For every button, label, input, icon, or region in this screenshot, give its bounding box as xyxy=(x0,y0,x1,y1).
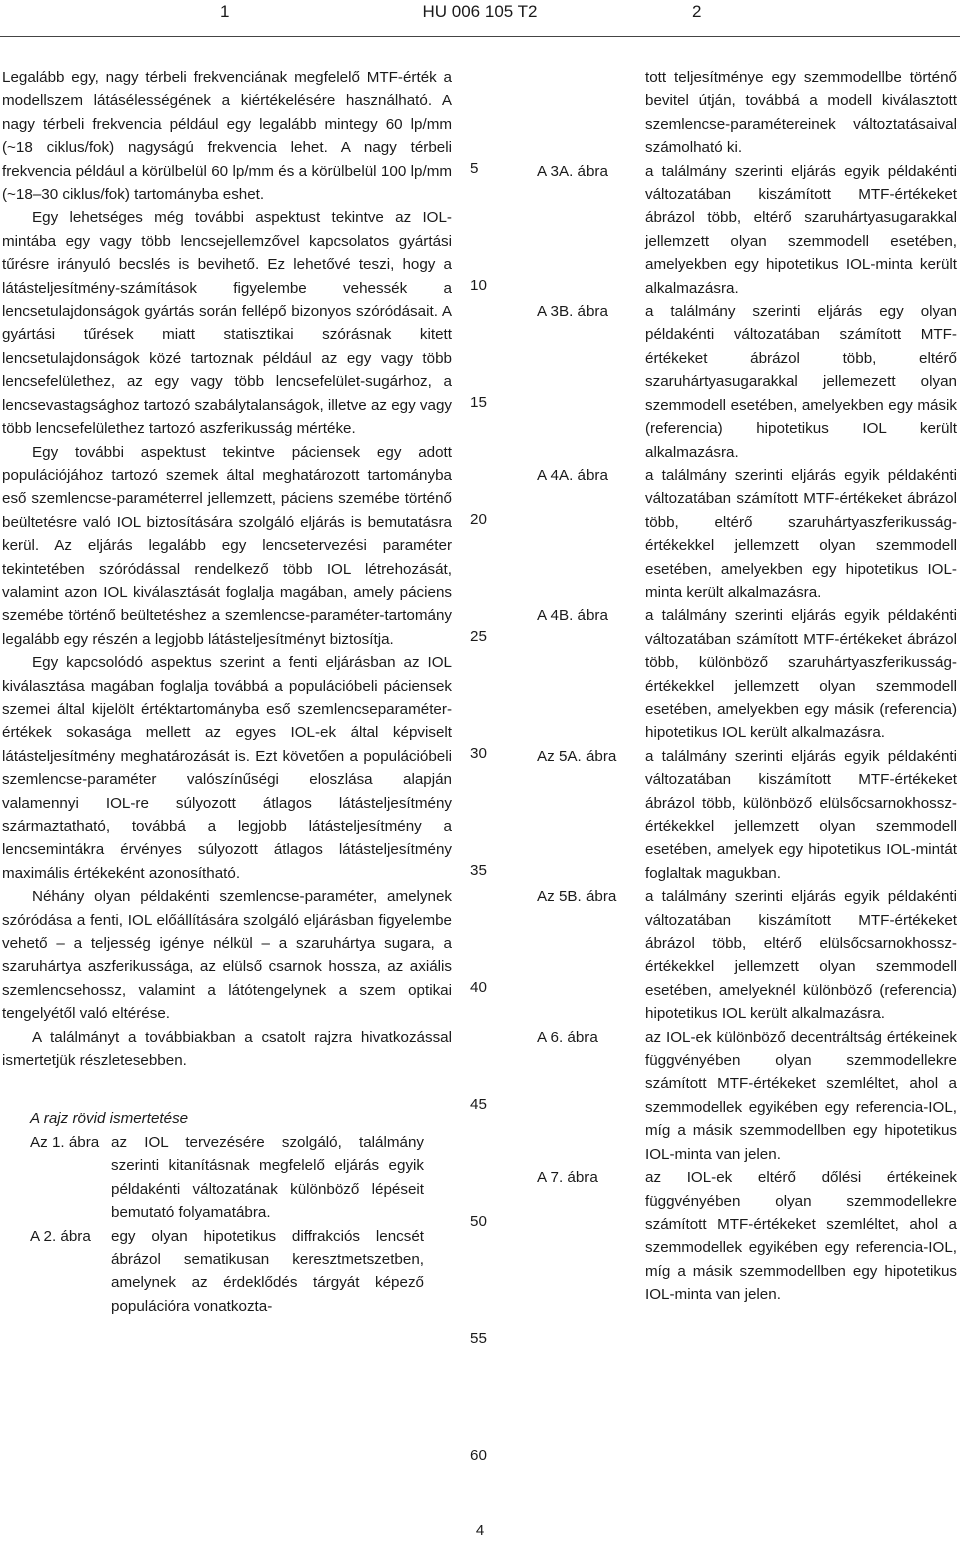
line-number: 20 xyxy=(470,511,487,528)
line-number: 15 xyxy=(470,394,487,411)
line-number: 30 xyxy=(470,745,487,762)
figure-description xyxy=(537,160,960,300)
figure-text: egy olyan hipotetikus diffrakciós lencsét ábrázol sematikusan keresztmetszetben, amelynek az érdeklődés tárgyát képező populációra vonatkozta- xyxy=(111,1227,424,1315)
figure-description xyxy=(2,1131,452,1225)
figure-label: A 4B. ábra xyxy=(537,607,608,625)
paragraph: Egy lehetséges még további aspektust tekintve az IOL-mintába egy vagy több lencsejellemzővel kapcsolatos gyártási tűrésre irányuló becslés is bevihető. Ez lehetővé teszi, hogy a látásteljesítmény-számítások figyelembe vehessék a lencsetulajdonságok gyártás során fellépő bizonyos szóródásait. A gyártási tűrések miatt statisztikai szórásnak kitett lencsetulajdonságok közé tartoznak például az egy vagy több lencsefelülethez, az egy vagy több lencsefelület-sugárhoz, a lencsevastagsághoz tartozó szabálytalanságok, illetve az egy vagy több lencsefelülethez tartozó aszferikusság mértéke. xyxy=(2,209,452,438)
figure-label: A 2. ábra xyxy=(30,1227,91,1245)
figure-text: a találmány szerinti eljárás egyik példakénti változatában kiszámított MTF-értékeket ábrázol több, eltérő elülsőcsarnokhossz-értékekkel jellemzett olyan szemmodell esetében, amelyeknél különböző (referencia) hipotetikus IOL került alkalmazásra. xyxy=(645,888,957,1023)
page-number-right: 2 xyxy=(692,2,702,21)
line-number: 10 xyxy=(470,277,487,294)
figure-label: A 6. ábra xyxy=(537,1028,598,1046)
figure-description xyxy=(537,745,960,885)
figure-text: a találmány szerinti eljárás egyik példakénti változatában kiszámított MTF-értékeket ábrázol több, különböző elülsőcsarnokhossz-értékekkel jellemzett olyan szemmodell esetében, amelyek egy hipotetikus IOL-mintát foglaltak magukban. xyxy=(645,747,957,882)
figure-text: az IOL-ek eltérő dőlési értékeinek függvényében olyan szemmodellekre számított MTF-értékeket szemléltet, ahol a szemmodellek egyikében egy referencia-IOL, míg a másik szemmodellben egy hipotetikus IOL-minta van jelen. xyxy=(645,1169,957,1304)
figure-description xyxy=(537,464,960,604)
paragraph-continuation: tott teljesítménye egy szemmodellbe történő bevitel útján, továbbá a modell kiválasztott szemlencse-paramétereinek változtatásaival számolható ki. xyxy=(645,69,957,157)
line-number: 55 xyxy=(470,1330,487,1347)
line-number: 35 xyxy=(470,862,487,879)
page-footer-number: 4 xyxy=(475,1522,485,1539)
figure-text: az IOL-ek különböző decentráltság értékeinek függvényében olyan szemmodellekre számított MTF-értékeket szemléltet, ahol a szemmodellek egyikében egy referencia-IOL, míg a másik szemmodellben egy hipotetikus IOL-minta van jelen. xyxy=(645,1028,957,1163)
figure-label: A 7. ábra xyxy=(537,1169,598,1187)
figure-description xyxy=(537,1026,960,1166)
paragraph: Néhány olyan példakénti szemlencse-paraméter, amelynek szóródása a fenti, IOL előállítására szolgáló eljárásban figyelembe vehető – a teljesség igénye nélkül – a szaruhártya sugara, a szaruhártya aszferikussága, az elülső csarnok hossza, az axiális szemlencsehossz, valamint a látótengelynek a szem optikai tengelyétől való eltérése. xyxy=(2,888,452,1023)
figure-description xyxy=(537,300,960,464)
section-title: A rajz rövid ismertetése xyxy=(30,1110,189,1128)
line-number: 45 xyxy=(470,1096,487,1113)
figure-label: Az 1. ábra xyxy=(30,1133,100,1151)
line-number: 5 xyxy=(470,160,479,177)
line-number: 60 xyxy=(470,1447,487,1464)
figure-description xyxy=(2,1225,452,1319)
figure-text: a találmány szerinti eljárás egyik példakénti változatában számított MTF-értékeket ábrázol több, eltérő szaruhártyaszferikusság-értékekkel jellemzett olyan szemmodell esetében, amelyekben egy hipotetikus IOL-minta került alkalmazásra. xyxy=(645,466,957,601)
line-number: 40 xyxy=(470,979,487,996)
figure-label: A 3B. ábra xyxy=(537,303,608,321)
figure-label: A 4A. ábra xyxy=(537,466,608,484)
document-id: HU 006 105 T2 xyxy=(422,2,538,21)
left-column xyxy=(2,66,452,1318)
figure-description xyxy=(537,1166,960,1306)
figure-text: a találmány szerinti eljárás egyik példakénti változatában számított MTF-értékeket ábrázol több, különböző szaruhártyaszferikusság-értékekkel jellemzett olyan szemmodell esetében, amelyekben egy másik (referencia) hipotetikus IOL került alkalmazásra. xyxy=(645,607,957,742)
figure-description xyxy=(537,885,960,1025)
figure-text: a találmány szerinti eljárás egy olyan példakénti változatában számított MTF-értékeket ábrázol több, eltérő szaruhártyasugarakkal jellemezett olyan szemmodell esetében, amelyekben egy másik (referencia) hipotetikus IOL került alkalmazásra. xyxy=(645,303,957,461)
page-number-left: 1 xyxy=(220,2,230,21)
figure-label: Az 5B. ábra xyxy=(537,888,617,906)
figure-description xyxy=(537,604,960,744)
line-number: 25 xyxy=(470,628,487,645)
figure-text: az IOL tervezésére szolgáló, találmány szerinti kitanításnak megfelelő eljárás egyik példakénti változatának különböző lépéseit bemutató folyamatábra. xyxy=(111,1133,424,1222)
figure-label: Az 5A. ábra xyxy=(537,747,617,765)
figure-text: a találmány szerinti eljárás egyik példakénti változatában kiszámított MTF-értékeket ábrázol több, eltérő szaruhártyasugarakkal jellemzett olyan szemmodell esetében, amelyekben egy hipotetikus IOL-minta került alkalmazásra. xyxy=(645,162,957,297)
paragraph: Legalább egy, nagy térbeli frekvenciának megfelelő MTF-érték a modellszem látásélességének a kiértékelésére használható. A nagy térbeli frekvencia például egy legalább mintegy 60 lp/mm (~18 ciklus/fok) nagyságú frekvencia lehet. A nagy térbeli frekvencia például a körülbelül 60 lp/mm és a körülbelül 100 lp/mm (~18–30 ciklus/fok) tartományba eshet. xyxy=(2,69,452,204)
line-number: 50 xyxy=(470,1213,487,1230)
paragraph: A találmányt a továbbiakban a csatolt rajzra hivatkozással ismertetjük részletesebben. xyxy=(2,1028,452,1070)
figure-label: A 3A. ábra xyxy=(537,162,608,180)
header-divider xyxy=(0,36,960,37)
paragraph: Egy kapcsolódó aspektus szerint a fenti eljárásban az IOL kiválasztása magában foglalja továbbá a populációbeli páciensek szemei által kijelölt értéktartományba eső szemlencseparaméter-értékek sokasága mellett az egyes IOL-ek által képviselt látásteljesítmény meghatározását is. Ezt követően a populációbeli szemlencse-paraméter valószínűségi eloszlása alapján valamennyi IOL-re súlyozott átlagos látásteljesítmény származtatható, továbbá a legjobb látásteljesítmény a lencsemintákra érvényes súlyozott átlagos látásteljesítmény maximális értékeként azonosítható. xyxy=(2,654,452,882)
right-column xyxy=(537,66,960,1307)
paragraph: Egy további aspektust tekintve páciensek egy adott populációjához tartozó szemek által meghatározott tartományba eső szemlencse-paraméterrel jellemzett, páciens szemébe történő beültetésre való IOL biztosítására szolgáló eljárás is bemutatásra kerül. Az eljárás legalább egy lencsetervezési paraméter tekintetében szóródással rendelkező több IOL létrehozását, valamint azon IOL kiválasztását foglalja magában, amely páciens szemébe történő beültetéshez a szemlencse-paraméter-tartomány legalább egy részén a legjobb látásteljesítményt biztosítja. xyxy=(2,443,452,648)
